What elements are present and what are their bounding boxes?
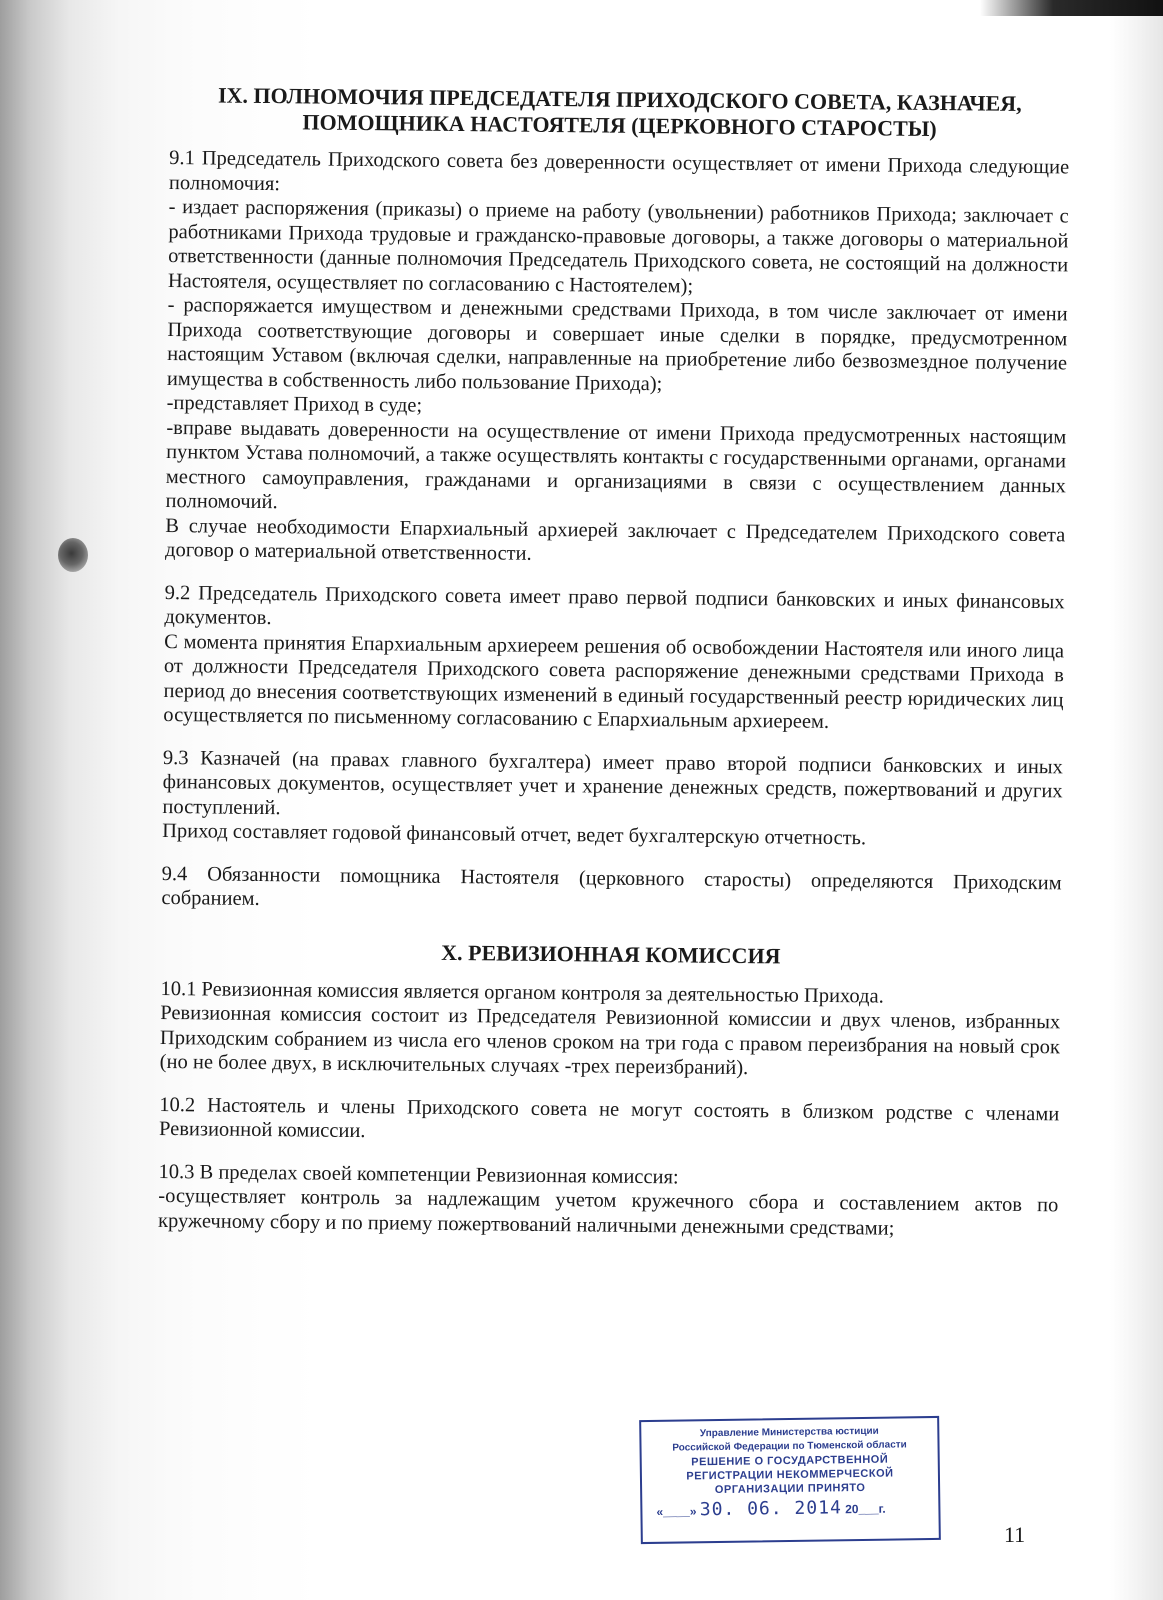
paragraph-10-2: 10.2 Настоятель и члены Приходского совета не могут состоять в близком родстве с членами Ревизионной комиссии. bbox=[158, 1093, 1060, 1143]
document-body bbox=[158, 82, 1070, 1242]
paragraph-9-4: 9.4 Обязанности помощника Настоятеля (церковного старосты) определяются Приходским собранием. bbox=[161, 862, 1062, 910]
paragraph-9-3: 9.3 Казначей (на правах главного бухгалтера) имеет право второй подписи банковских и иных финансовых документов, осуществляет учет и хранение денежных средств, пожертвований и других поступлений. bbox=[162, 746, 1063, 819]
paragraph-9-2-item-a: С момента принятия Епархиальным архиереем решения об освобождении Настоятеля или иного лица от должности Председателя Приходского совета распоряжение денежными средствами Прихода в период до внесения соответствующих изменений в единый государственный реестр юридических лиц осуществляется по письменному согласованию с Епархиальным архиереем. bbox=[163, 630, 1065, 733]
paragraph-9-1-item-b: - распоряжается имуществом и денежными средствами Прихода, в том числе заключает от имени Прихода соответствующие договоры и совершает иные сделки в порядке, предусмотренном настоящим Уставом (включая сделки, направленные на приобретение либо безвозмездное получение имущества в собственность либо пользование Прихода); bbox=[166, 293, 1068, 395]
paragraph-10-3-item-a: -осуществляет контроль за надлежащим учетом кружечного сбора и составлением актов по кружечному сбору и по приему пожертвований наличными денежными средствами; bbox=[157, 1184, 1059, 1240]
section-9-title-line2: ПОМОЩНИКА НАСТОЯТЕЛЯ (ЦЕРКОВНОГО СТАРОСТЫ) bbox=[302, 109, 937, 142]
paragraph-9-1-item-a: - издает распоряжения (приказы) о приеме на работу (увольнении) работников Прихода; заключает с работниками Прихода трудовые и гражданско-правовые договоры, а также договоры о материальной ответственности (данные полномочия Председатель Приходского совета, не состоящий на должности Настоятеля, осуществляет по согласованию с Настоятелем); bbox=[167, 195, 1069, 297]
stamp-authority-line1: Управление Министерства юстиции bbox=[699, 1425, 879, 1440]
stamp-date-suffix: 20___г. bbox=[845, 1501, 886, 1517]
paragraph-10-1-item-a: Ревизионная комиссия состоит из Председателя Ревизионной комиссии и двух членов, избранных Приходским собранием из числа его членов сроком на три года с правом переизбрания на новый срок (но не более двух, в исключительных случаях -трех переизбраний). bbox=[159, 1001, 1061, 1080]
paragraph-10-1: 10.1 Ревизионная комиссия является органом контроля за деятельностью Прихода. bbox=[160, 977, 884, 1008]
stamp-title-line3: ОРГАНИЗАЦИИ ПРИНЯТО bbox=[714, 1481, 866, 1497]
registration-stamp bbox=[639, 1416, 941, 1544]
paragraph-9-1-item-c: -представляет Приход в суде; bbox=[166, 391, 423, 417]
scan-top-edge bbox=[980, 0, 1163, 16]
stamp-date-value: 30. 06. 2014 bbox=[699, 1497, 842, 1521]
stamp-authority-line2: Российской Федерации по Тюменской области bbox=[672, 1439, 907, 1454]
paragraph-10-3: 10.3 В пределах своей компетенции Ревизионная комиссия: bbox=[158, 1160, 679, 1188]
paragraph-9-1-item-d: -вправе выдавать доверенности на осуществление от имени Прихода предусмотренных настоящим пунктом Устава полномочий, а также осуществлять контакты с государственными органами, органами местного самоуправления, гражданами и организациями в связи с осуществлением данных полномочий. bbox=[165, 416, 1067, 514]
punch-hole-mark bbox=[58, 538, 88, 572]
stamp-title-line1: РЕШЕНИЕ О ГОСУДАРСТВЕННОЙ bbox=[691, 1453, 889, 1469]
stamp-date-row bbox=[642, 1497, 938, 1521]
paragraph-9-2: 9.2 Председатель Приходского совета имеет право первой подписи банковских и иных финансовых документов. bbox=[164, 581, 1065, 630]
stamp-title-line2: РЕГИСТРАЦИИ НЕКОММЕРЧЕСКОЙ bbox=[686, 1467, 894, 1483]
paragraph-9-1-item-e: В случае необходимости Епархиальный архиерей заключает с Председателем Приходского совета договор о материальной ответственности. bbox=[164, 514, 1066, 565]
section-9-title-line1: IX. ПОЛНОМОЧИЯ ПРЕДСЕДАТЕЛЯ ПРИХОДСКОГО СОВЕТА, КАЗНАЧЕЯ, bbox=[217, 82, 1022, 116]
section-10-heading: X. РЕВИЗИОННАЯ КОМИССИЯ bbox=[441, 939, 781, 968]
paragraph-9-1: 9.1 Председатель Приходского совета без доверенности осуществляет от имени Прихода следующие полномочия: bbox=[168, 146, 1070, 195]
page-number: 11 bbox=[1004, 1522, 1026, 1547]
paragraph-9-3-item-a: Приход составляет годовой финансовый отчет, ведет бухгалтерскую отчетность. bbox=[162, 819, 867, 850]
stamp-date-prefix: «____» bbox=[656, 1504, 697, 1519]
section-9-heading bbox=[169, 82, 1069, 143]
